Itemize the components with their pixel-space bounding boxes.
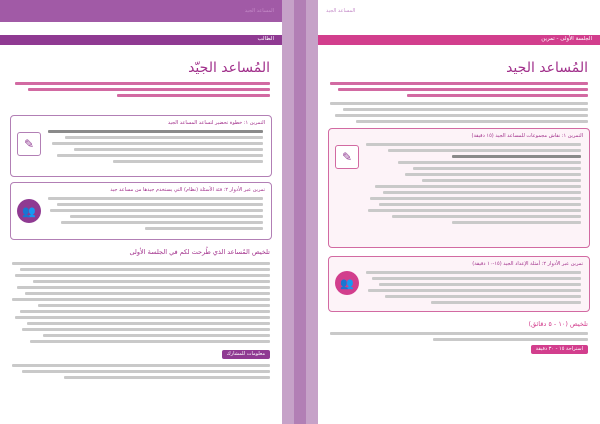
right-running-head: المساعد الجيد (326, 8, 356, 14)
left-running-head: المساعد الجيد (244, 8, 274, 14)
left-info-tag: معلومات للمشارك (222, 350, 270, 359)
spine-strip (294, 0, 306, 424)
left-box2-heading: تمرين عبر الأدوار ٢: فئة الأسئلة (نظام) التي يستخدم جيدها من مساعد جيد (110, 187, 265, 193)
left-body-text (12, 262, 270, 346)
right-intro-text (330, 82, 588, 100)
left-top-bar (0, 0, 282, 22)
right-body-text (330, 102, 588, 126)
right-top-bar (318, 0, 600, 22)
left-page (0, 0, 282, 424)
book-spine (282, 0, 318, 424)
paper-icon: ✎ (17, 132, 41, 156)
right-subbar-label: الجلسة الأولى - تمرين (541, 36, 592, 42)
right-box2-heading: تمرين عبر الأدوار ٢: أمثلة الإعداد الجيد (١٥-١٠ دقيقة) (472, 261, 583, 267)
left-subbar-label: الطالب (257, 36, 274, 42)
right-summary-text (330, 332, 588, 344)
people-icon: 👥 (335, 271, 359, 295)
left-exercise-box-1 (10, 115, 272, 177)
left-section-heading: تلخيص المُساعد الذي طُرحت لكم في الجلسة الأولى (129, 248, 270, 256)
left-sub-bar (0, 35, 282, 45)
paper-icon: ✎ (335, 145, 359, 169)
right-page (318, 0, 600, 424)
left-intro-text (15, 82, 270, 100)
right-break-tag: استراحة ١٥ - ٣٠ دقيقة (531, 345, 588, 354)
left-page-title: المُساعد الجيّد (188, 60, 270, 76)
left-exercise-box-2 (10, 182, 272, 240)
left-box1-heading: التمرين ١: خطوة تحضير لتساعد المساعد الجيد (167, 120, 265, 126)
right-exercise-box-2 (328, 256, 590, 312)
left-footer-text (12, 364, 270, 382)
people-icon: 👥 (17, 199, 41, 223)
right-page-title: المُساعد الجيد (506, 60, 588, 76)
right-box1-heading: التمرين ١: نقاش مجموعات للمساعد الجيد (١٥ دقيقة) (471, 133, 583, 139)
right-sub-bar (318, 35, 600, 45)
right-summary-heading: تلخيص (١٠ - ٥ دقائق) (528, 320, 588, 328)
right-exercise-box-1 (328, 128, 590, 248)
